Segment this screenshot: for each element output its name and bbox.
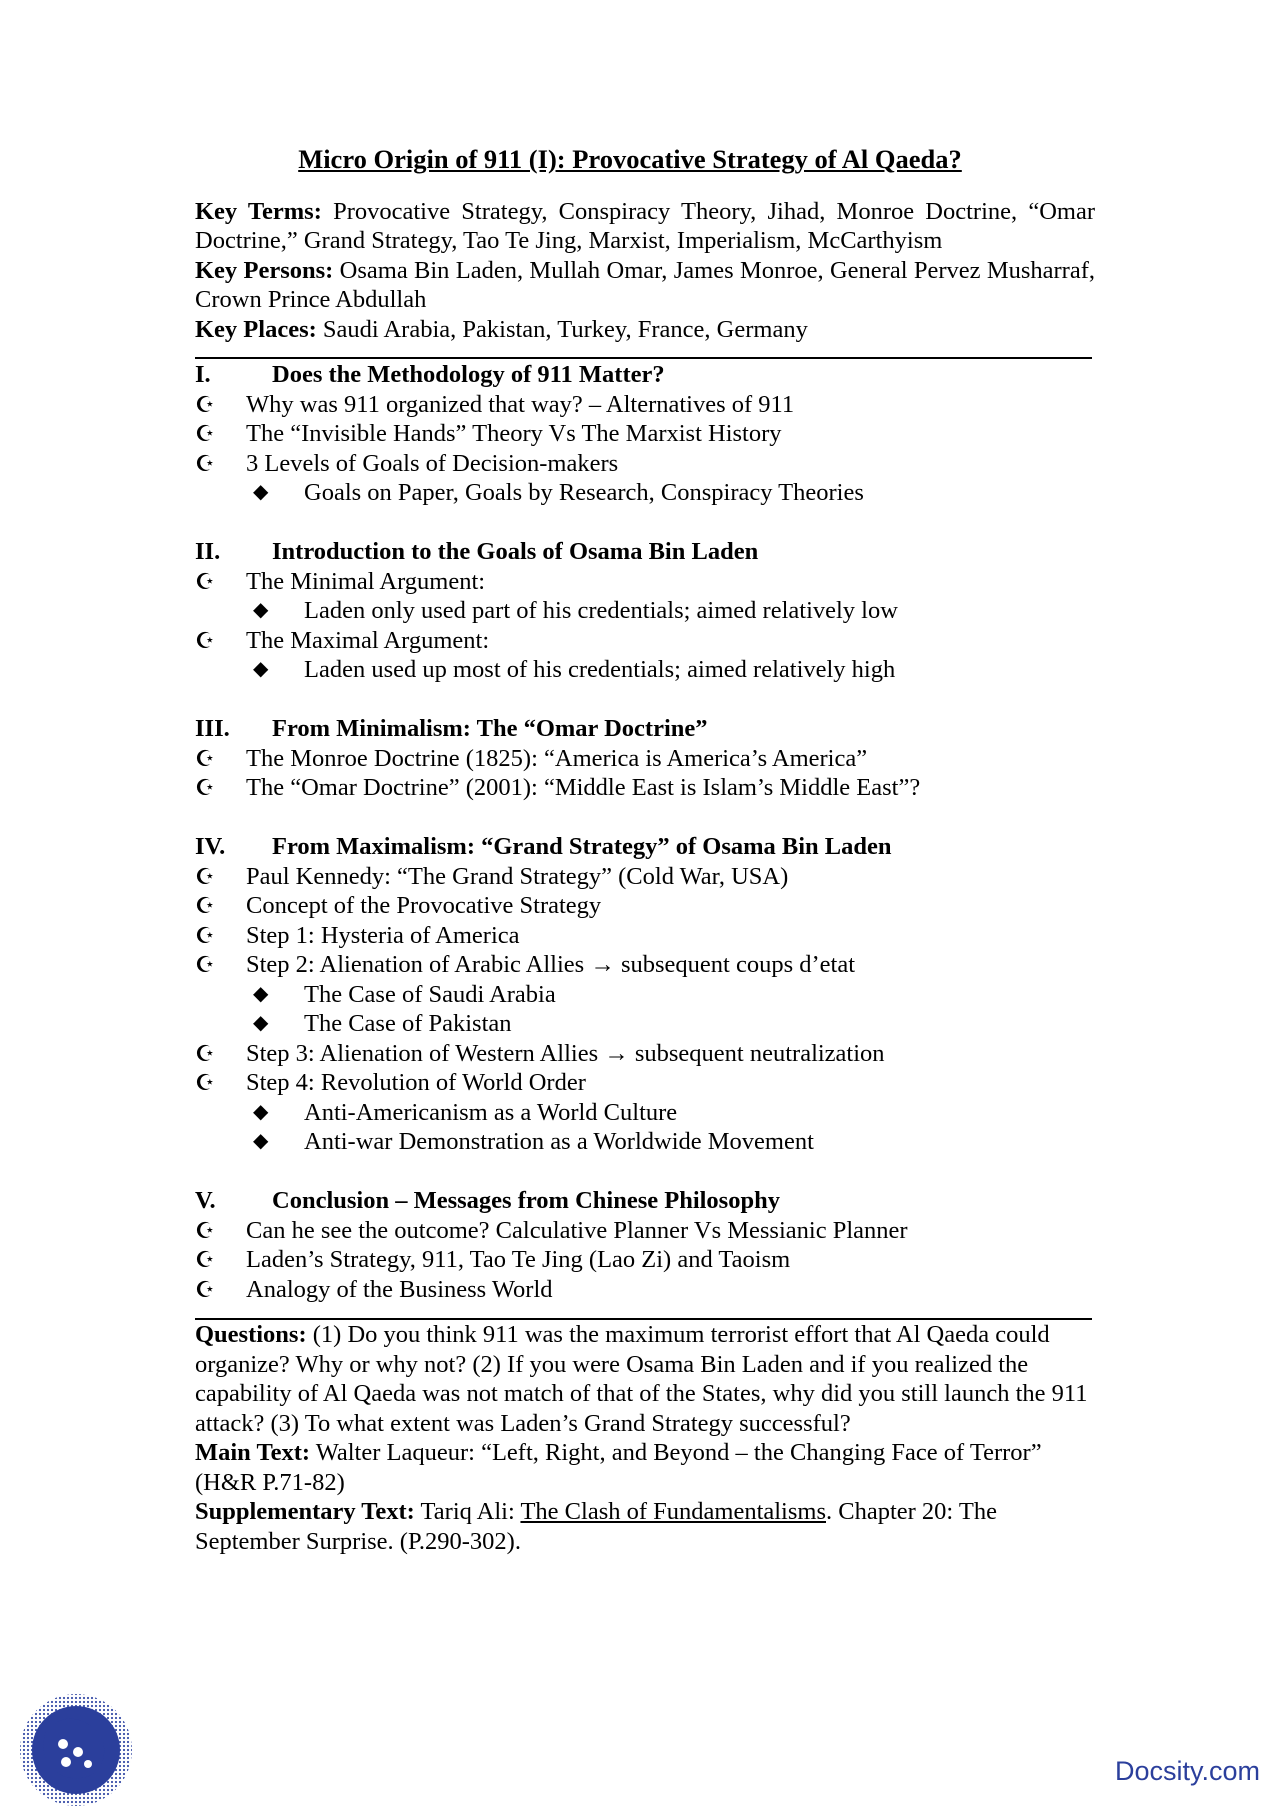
bullet-item [195, 567, 1095, 597]
sub-bullet-item [195, 1127, 1095, 1157]
crescent-bullet-icon: ☪ [195, 450, 215, 476]
sub-bullet-item [195, 596, 1095, 626]
item-text: The “Omar Doctrine” (2001): “Middle East is Islam’s Middle East”? [246, 774, 921, 801]
item-text: Anti-Americanism as a World Culture [304, 1098, 678, 1126]
item-text: Can he see the outcome? Calculative Planner Vs Messianic Planner [246, 1216, 908, 1244]
crescent-bullet-icon: ☪ [195, 1070, 215, 1095]
supplementary-prefix: Tariq Ali: [414, 1498, 521, 1525]
sub-bullet-item [195, 1009, 1095, 1039]
item-text: Analogy of the Business World [246, 1275, 553, 1303]
section [195, 508, 1095, 685]
section-number: V. [195, 1187, 216, 1214]
diamond-bullet-icon: ◆ [253, 1100, 269, 1123]
section-number: I. [195, 361, 211, 388]
document-page [195, 145, 1095, 1556]
docsity-logo-icon [18, 1692, 134, 1808]
section [195, 685, 1095, 803]
bullet-item [195, 1216, 1095, 1246]
crescent-bullet-icon: ☪ [195, 1276, 215, 1302]
item-text: Step 4: Revolution of World Order [246, 1069, 586, 1096]
key-places-label: Key Places: [195, 315, 317, 343]
bullet-item [195, 449, 1095, 479]
item-text: Goals on Paper, Goals by Research, Conspiracy Theories [304, 479, 864, 506]
diamond-bullet-icon: ◆ [253, 982, 269, 1005]
section-number: III. [195, 715, 230, 742]
key-terms [195, 197, 1095, 256]
item-text: Why was 911 organized that way? – Alternatives of 911 [246, 390, 795, 418]
item-text: The Monroe Doctrine (1825): “America is America’s America” [246, 744, 868, 772]
diamond-bullet-icon: ◆ [253, 599, 269, 621]
section-title: Does the Methodology of 911 Matter? [272, 361, 665, 388]
sub-bullet-item [195, 1098, 1095, 1128]
section-gap [195, 1157, 1095, 1187]
crescent-bullet-icon: ☪ [195, 1040, 215, 1066]
item-text: The “Invisible Hands” Theory Vs The Marxist History [246, 420, 782, 447]
key-persons-text: Osama Bin Laden, Mullah Omar, James Monroe, General Pervez Musharraf, Crown Prince Abdullah [195, 256, 1095, 313]
key-terms-label: Key Terms: [195, 197, 322, 225]
section-heading [195, 714, 1095, 744]
diamond-bullet-icon: ◆ [253, 658, 269, 680]
item-text: Concept of the Provocative Strategy [246, 892, 602, 919]
sub-bullet-item [195, 980, 1095, 1010]
crescent-bullet-icon: ☪ [195, 922, 215, 948]
bullet-item [195, 1039, 1095, 1069]
supplementary-suffix: . Chapter 20: The September Surprise. (P.290-302). [195, 1498, 998, 1555]
section-number: IV. [195, 833, 226, 860]
section-title: From Maximalism: “Grand Strategy” of Osama Bin Laden [272, 833, 892, 860]
bullet-item [195, 921, 1095, 951]
bullet-item [195, 626, 1095, 656]
bullet-item [195, 744, 1095, 774]
key-places [195, 315, 1095, 345]
main-text-label: Main Text: [195, 1439, 311, 1466]
diamond-bullet-icon: ◆ [253, 1130, 269, 1152]
item-text: 3 Levels of Goals of Decision-makers [246, 449, 619, 477]
section [195, 360, 1095, 508]
crescent-bullet-icon: ☪ [195, 775, 215, 800]
section-title: Introduction to the Goals of Osama Bin Laden [272, 538, 759, 565]
section-heading [195, 360, 1095, 390]
bullet-item [195, 390, 1095, 420]
section-number: II. [195, 538, 221, 565]
brand-text: Docsity.com [1114, 1756, 1260, 1786]
supplementary-text [195, 1497, 1095, 1556]
item-text: Step 3: Alienation of Western Allies → subsequent neutralization [246, 1039, 885, 1067]
key-places-text: Saudi Arabia, Pakistan, Turkey, France, Germany [316, 315, 808, 343]
section-heading [195, 1186, 1095, 1216]
bullet-item [195, 1245, 1095, 1275]
crescent-bullet-icon: ☪ [195, 421, 215, 446]
item-text: Laden used up most of his credentials; aimed relatively high [304, 656, 896, 683]
section-title: Conclusion – Messages from Chinese Philosophy [272, 1187, 780, 1214]
crescent-bullet-icon: ☪ [195, 568, 215, 594]
questions-text: (1) Do you think 911 was the maximum terrorist effort that Al Qaeda could organize? Why or why not? (2) If you were Osama Bin Laden and if you realized the capability of Al Qaeda was not match of that of the States, why did you still launch the 911 attack? (3) To what extent was Laden’s Grand Strategy successful? [195, 1321, 1088, 1437]
crescent-bullet-icon: ☪ [195, 391, 215, 417]
bullet-item [195, 1275, 1095, 1305]
bullet-item [195, 862, 1095, 892]
section-heading [195, 537, 1095, 567]
crescent-bullet-icon: ☪ [195, 1217, 215, 1243]
supplementary-label: Supplementary Text: [195, 1498, 415, 1525]
section-gap [195, 508, 1095, 538]
key-persons [195, 256, 1095, 315]
diamond-bullet-icon: ◆ [253, 1012, 269, 1034]
main-text-text: Walter Laqueur: “Left, Right, and Beyond – the Changing Face of Terror” (H&R P.71-82) [195, 1439, 1042, 1496]
crescent-bullet-icon: ☪ [195, 863, 215, 889]
section-title: From Minimalism: The “Omar Doctrine” [272, 715, 708, 742]
outline [195, 360, 1095, 1304]
section [195, 803, 1095, 1157]
key-persons-label: Key Persons: [195, 256, 334, 284]
item-text: The Case of Pakistan [304, 1010, 512, 1037]
section-gap [195, 685, 1095, 715]
item-text: The Maximal Argument: [246, 626, 490, 654]
item-text: The Minimal Argument: [246, 567, 486, 595]
crescent-bullet-icon: ☪ [195, 745, 215, 771]
bullet-item [195, 773, 1095, 803]
item-text: Paul Kennedy: “The Grand Strategy” (Cold War, USA) [246, 862, 789, 890]
bullet-item [195, 891, 1095, 921]
crescent-bullet-icon: ☪ [195, 1247, 215, 1272]
section-heading [195, 832, 1095, 862]
supplementary-book: The Clash of Fundamentalisms [520, 1498, 826, 1525]
bullet-item [195, 419, 1095, 449]
key-terms-text: Provocative Strategy, Conspiracy Theory, Jihad, Monroe Doctrine, “Omar Doctrine,” Grand Strategy, Tao Te Jing, Marxist, Imperialism, McCarthyism [195, 197, 1095, 254]
item-text: Laden only used part of his credentials; aimed relatively low [304, 597, 898, 624]
sub-bullet-item [195, 655, 1095, 685]
page-title: Micro Origin of 911 (I): Provocative Strategy of Al Qaeda? [298, 144, 962, 174]
questions [195, 1320, 1095, 1438]
crescent-bullet-icon: ☪ [195, 893, 215, 918]
diamond-bullet-icon: ◆ [253, 481, 269, 503]
questions-label: Questions: [195, 1321, 307, 1348]
sub-bullet-item [195, 478, 1095, 508]
bullet-item [195, 1068, 1095, 1098]
item-text: Step 2: Alienation of Arabic Allies → subsequent coups d’etat [246, 951, 855, 978]
item-text: The Case of Saudi Arabia [304, 980, 556, 1008]
bullet-item [195, 950, 1095, 980]
section-gap [195, 803, 1095, 833]
main-text [195, 1438, 1095, 1497]
crescent-bullet-icon: ☪ [195, 627, 215, 653]
section [195, 1157, 1095, 1305]
crescent-bullet-icon: ☪ [195, 952, 215, 977]
item-text: Anti-war Demonstration as a Worldwide Movement [304, 1128, 814, 1155]
divider-top [195, 357, 1092, 359]
item-text: Laden’s Strategy, 911, Tao Te Jing (Lao Zi) and Taoism [246, 1246, 791, 1273]
item-text: Step 1: Hysteria of America [246, 921, 520, 949]
